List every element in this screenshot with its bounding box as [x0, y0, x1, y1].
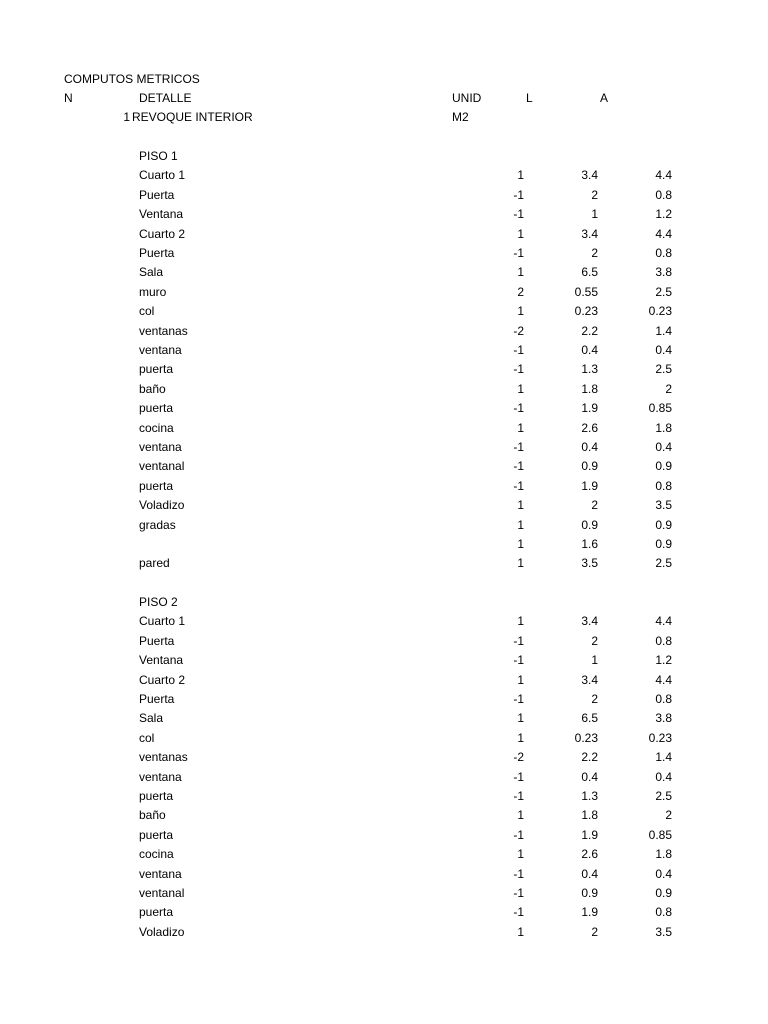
row-height: 0.23: [648, 304, 672, 319]
row-quantity: -1: [513, 866, 524, 881]
table-row: [0, 302, 768, 321]
row-quantity: -1: [513, 246, 524, 260]
row-quantity: -2: [513, 750, 524, 765]
column-header-detalle: DETALLE: [139, 91, 192, 105]
row-height: 4.4: [655, 672, 672, 687]
row-quantity: -1: [513, 478, 524, 493]
row-height: 1.8: [655, 420, 672, 435]
row-quantity: 1: [517, 672, 524, 687]
table-row: [0, 709, 768, 728]
row-length: 6.5: [581, 711, 598, 726]
row-height: 0.8: [655, 633, 672, 648]
table-row: [0, 923, 768, 942]
row-length: 0.9: [581, 517, 598, 532]
row-quantity: 1: [517, 537, 524, 551]
row-quantity: 2: [517, 284, 524, 299]
row-height: 1.4: [655, 750, 672, 765]
row-height: 0.8: [655, 478, 672, 493]
row-length: 3.4: [581, 226, 598, 241]
row-detail: Sala: [139, 711, 164, 726]
row-detail: muro: [139, 284, 167, 299]
row-height: 3.5: [655, 924, 672, 939]
row-quantity: 1: [517, 517, 524, 532]
row-detail: puerta: [139, 827, 174, 842]
row-detail: ventanas: [139, 323, 188, 338]
row-detail: Sala: [139, 265, 164, 280]
row-height: 0.9: [655, 517, 672, 532]
table-row: [0, 787, 768, 806]
row-length: 2: [591, 187, 598, 202]
table-row: [0, 225, 768, 244]
row-height: 1.2: [655, 207, 672, 222]
row-quantity: 1: [517, 614, 524, 629]
row-quantity: -1: [513, 633, 524, 648]
row-height: 2.5: [655, 362, 672, 377]
row-length: 2.6: [581, 420, 598, 435]
row-quantity: 1: [517, 498, 524, 513]
table-row: [0, 166, 768, 185]
table-row: [0, 360, 768, 379]
row-length: 1.8: [581, 808, 598, 823]
row-quantity: -1: [513, 886, 524, 900]
row-height: 0.8: [655, 692, 672, 706]
table-row: [0, 205, 768, 224]
row-height: 2: [665, 808, 672, 823]
row-quantity: 1: [517, 265, 524, 280]
row-quantity: -1: [513, 827, 524, 842]
row-length: 0.55: [574, 284, 598, 299]
row-detail: Ventana: [139, 653, 184, 668]
row-length: 3.4: [581, 168, 598, 183]
row-detail: Puerta: [139, 633, 175, 648]
row-height: 3.5: [655, 498, 672, 513]
row-quantity: -1: [513, 362, 524, 377]
row-detail: ventana: [139, 769, 182, 784]
row-height: 4.4: [655, 168, 672, 183]
row-quantity: 1: [517, 556, 524, 571]
table-row: [0, 438, 768, 457]
table-row: [0, 244, 768, 263]
row-height: 0.85: [648, 827, 672, 842]
row-detail: Puerta: [139, 187, 175, 202]
section-number: 1: [123, 110, 130, 124]
row-height: 2.5: [655, 789, 672, 803]
row-length: 1.9: [581, 478, 598, 493]
table-row: [0, 845, 768, 864]
row-height: 0.4: [655, 769, 672, 784]
row-detail: puerta: [139, 905, 174, 920]
table-row: [0, 632, 768, 651]
table-row: [0, 322, 768, 341]
row-length: 2.2: [581, 323, 598, 338]
document-title: COMPUTOS METRICOS: [64, 72, 200, 86]
table-row: [0, 283, 768, 302]
row-length: 1.9: [581, 905, 598, 920]
row-quantity: 1: [517, 808, 524, 823]
table-row: [0, 748, 768, 767]
group-heading: [0, 593, 768, 612]
table-row: [0, 477, 768, 496]
row-detail: cocina: [139, 847, 174, 862]
row-length: 2: [591, 924, 598, 939]
row-height: 1.8: [655, 847, 672, 862]
row-height: 0.8: [655, 187, 672, 202]
row-detail: Voladizo: [139, 924, 185, 939]
table-row: [0, 884, 768, 903]
row-detail: col: [139, 730, 155, 745]
row-length: 1.8: [581, 381, 598, 396]
row-height: 4.4: [655, 226, 672, 241]
row-detail: pared: [139, 556, 170, 571]
row-length: 1.9: [581, 827, 598, 842]
column-header-a: A: [600, 91, 609, 105]
table-row: [0, 263, 768, 282]
row-detail: puerta: [139, 362, 174, 377]
group-name: PISO 1: [139, 149, 178, 163]
table-row: [0, 496, 768, 515]
row-length: 0.9: [581, 459, 598, 474]
row-length: 2: [591, 498, 598, 513]
table-row: [0, 865, 768, 884]
table-row: [0, 380, 768, 399]
row-height: 2: [665, 381, 672, 396]
row-quantity: -1: [513, 343, 524, 357]
row-length: 0.9: [581, 886, 598, 900]
table-row: [0, 516, 768, 535]
row-quantity: -1: [513, 692, 524, 706]
row-quantity: -1: [513, 789, 524, 803]
table-row: [0, 671, 768, 690]
row-length: 1.3: [581, 789, 598, 803]
row-detail: puerta: [139, 478, 174, 493]
table-row: [0, 612, 768, 631]
row-detail: Puerta: [139, 692, 175, 706]
column-header-unid: UNID: [452, 91, 482, 105]
row-height: 0.4: [655, 343, 672, 357]
row-height: 0.9: [655, 459, 672, 474]
row-detail: puerta: [139, 401, 174, 416]
row-detail: gradas: [139, 517, 176, 532]
row-detail: col: [139, 304, 155, 319]
row-quantity: 1: [517, 847, 524, 862]
table-row: [0, 768, 768, 787]
row-quantity: 1: [517, 304, 524, 319]
row-length: 3.5: [581, 556, 598, 571]
table-row: [0, 903, 768, 922]
row-length: 2.6: [581, 847, 598, 862]
row-quantity: 1: [517, 168, 524, 183]
row-height: 0.85: [648, 401, 672, 416]
row-quantity: -1: [513, 207, 524, 222]
row-detail: Cuarto 2: [139, 226, 186, 241]
row-length: 1: [591, 207, 598, 222]
row-length: 6.5: [581, 265, 598, 280]
row-length: 1.6: [581, 537, 598, 551]
row-length: 2: [591, 692, 598, 706]
row-quantity: -1: [513, 769, 524, 784]
table-row: [0, 690, 768, 709]
row-length: 0.4: [581, 769, 598, 784]
row-height: 2.5: [655, 556, 672, 571]
section-name: REVOQUE INTERIOR: [132, 110, 253, 124]
table-row: [0, 806, 768, 825]
column-header-n: N: [64, 91, 73, 105]
row-quantity: -1: [513, 187, 524, 202]
row-height: 0.23: [648, 730, 672, 745]
table-row: [0, 651, 768, 670]
row-length: 3.4: [581, 614, 598, 629]
table-row: [0, 419, 768, 438]
row-detail: puerta: [139, 789, 174, 803]
row-detail: Cuarto 1: [139, 614, 186, 629]
table-row: [0, 535, 768, 554]
column-header-l: L: [526, 91, 533, 105]
row-height: 1.2: [655, 653, 672, 668]
row-height: 0.8: [655, 905, 672, 920]
row-detail: baño: [139, 808, 166, 823]
row-quantity: -1: [513, 440, 524, 454]
row-quantity: 1: [517, 226, 524, 241]
row-height: 3.8: [655, 265, 672, 280]
row-quantity: -1: [513, 459, 524, 474]
row-detail: ventanal: [139, 886, 185, 900]
row-detail: Voladizo: [139, 498, 185, 513]
row-detail: baño: [139, 381, 166, 396]
row-quantity: 1: [517, 924, 524, 939]
table-row: [0, 826, 768, 845]
row-detail: ventanal: [139, 459, 185, 474]
row-detail: ventanas: [139, 750, 188, 765]
row-detail: cocina: [139, 420, 174, 435]
row-quantity: -1: [513, 905, 524, 920]
row-detail: ventana: [139, 440, 182, 454]
row-detail: Puerta: [139, 246, 175, 260]
row-length: 0.4: [581, 866, 598, 881]
row-height: 4.4: [655, 614, 672, 629]
row-quantity: 1: [517, 711, 524, 726]
row-height: 2.5: [655, 284, 672, 299]
row-height: 3.8: [655, 711, 672, 726]
row-height: 0.9: [655, 886, 672, 900]
row-height: 0.9: [655, 537, 672, 551]
group-heading: [0, 147, 768, 166]
row-length: 0.4: [581, 343, 598, 357]
row-detail: ventana: [139, 343, 182, 357]
group-name: PISO 2: [139, 595, 178, 609]
row-quantity: 1: [517, 381, 524, 396]
row-length: 2: [591, 246, 598, 260]
row-height: 0.8: [655, 246, 672, 260]
table-row: [0, 186, 768, 205]
row-quantity: -1: [513, 401, 524, 416]
row-height: 0.4: [655, 866, 672, 881]
table-row: [0, 729, 768, 748]
table-row: [0, 554, 768, 573]
section-unit: M2: [452, 110, 469, 124]
row-detail: Cuarto 1: [139, 168, 186, 183]
row-quantity: 1: [517, 420, 524, 435]
row-length: 0.23: [574, 304, 598, 319]
row-height: 0.4: [655, 440, 672, 454]
row-detail: Cuarto 2: [139, 672, 186, 687]
row-quantity: 1: [517, 730, 524, 745]
row-length: 1.3: [581, 362, 598, 377]
table-row: [0, 457, 768, 476]
row-length: 0.23: [574, 730, 598, 745]
row-length: 1.9: [581, 401, 598, 416]
row-length: 1: [591, 653, 598, 668]
row-length: 3.4: [581, 672, 598, 687]
row-length: 2: [591, 633, 598, 648]
row-quantity: -1: [513, 653, 524, 668]
row-detail: Ventana: [139, 207, 184, 222]
row-length: 0.4: [581, 440, 598, 454]
row-detail: ventana: [139, 866, 182, 881]
row-quantity: -2: [513, 323, 524, 338]
table-row: [0, 399, 768, 418]
table-row: [0, 341, 768, 360]
row-height: 1.4: [655, 323, 672, 338]
row-length: 2.2: [581, 750, 598, 765]
